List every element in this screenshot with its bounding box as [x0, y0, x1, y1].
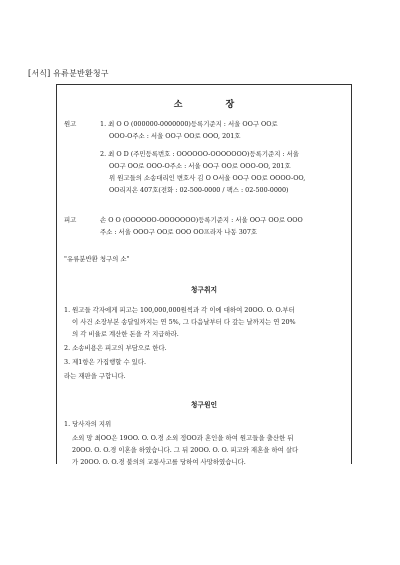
claim-cause-sub1-line3: 가 20OO. O. O.경 불의의 교통사고를 당하여 사망하였습니다.	[72, 458, 246, 466]
defendant-label: 피고	[64, 216, 77, 224]
claim-purpose-item3: 3. 제1항은 가집행할 수 있다.	[64, 358, 147, 366]
claim-cause-sub1-title: 1. 당사자의 지위	[64, 420, 112, 428]
plaintiff2-line1: 2. 최 O D (주민등록번호 : OOOOOO-OOOOOOO)등록기준지 : 서울	[100, 150, 299, 158]
plaintiff2-line3: 위 원고들의 소송대리인 변호사 김 O O서울 OO구 OO로 OOOO-OO,	[109, 174, 306, 182]
claim-purpose-item2: 2. 소송비용은 피고의 부담으로 한다.	[64, 344, 167, 352]
document-title: 소 장	[173, 100, 235, 110]
plaintiff-label: 원고	[64, 120, 77, 128]
defendant-line1: 손 O O (OOOOOO-OOOOOOO)등록기준지 : 서울 OO구 OO로 OOO	[100, 216, 303, 224]
claim-cause-sub1-line1: 소외 망 최OO은 19OO. O. O.경 소외 정OO과 혼인을 하여 원고들을 출산한 뒤	[72, 434, 294, 442]
claim-purpose-item1-line2: 이 사건 소장부본 송달일까지는 연 5%, 그 다음날부터 다 갚는 날까지는 연 20%	[72, 318, 296, 326]
claim-cause-sub1-line2: 20OO. O. O.경 이혼을 하였습니다. 그 뒤 20OO. O. O. 피고와 재혼을 하여 살다	[72, 446, 299, 454]
form-label: [서식] 유류분반환청구	[28, 69, 109, 78]
defendant-line2: 주소 : 서울 OOO구 OO로 OOO OO프라자 나동 307호	[100, 228, 258, 236]
plaintiff1-line2: OOO-O주소 : 서울 OO구 OO로 OOO, 201호	[109, 132, 241, 140]
claim-purpose-heading: 청구취지	[190, 286, 218, 294]
plaintiff1-line1: 1. 최 O O (000000-0000000)등록기준지 : 서울 OO구 OO로	[100, 120, 278, 128]
claim-purpose-item1-line3: 의 각 비율로 계산한 돈을 각 지급하라.	[72, 330, 179, 338]
case-name: "유류분반환 청구의 소"	[64, 255, 130, 263]
claim-purpose-item1-line1: 1. 원고들 각자에게 피고는 100,000,000원씩과 각 이에 대하여 20OO. O. O.부터	[64, 306, 295, 314]
claim-cause-heading: 청구원인	[190, 401, 218, 409]
claim-purpose-closing: 라는 재판을 구합니다.	[64, 372, 126, 380]
plaintiff2-line4: OO리지온 407호(전화 : 02-500-0000 / 팩스 : 02-500-0000)	[109, 186, 289, 194]
plaintiff2-line2: OO구 OO로 OOO-O주소 : 서울 OO구 OO로 OOO-OO, 201호	[109, 162, 291, 170]
